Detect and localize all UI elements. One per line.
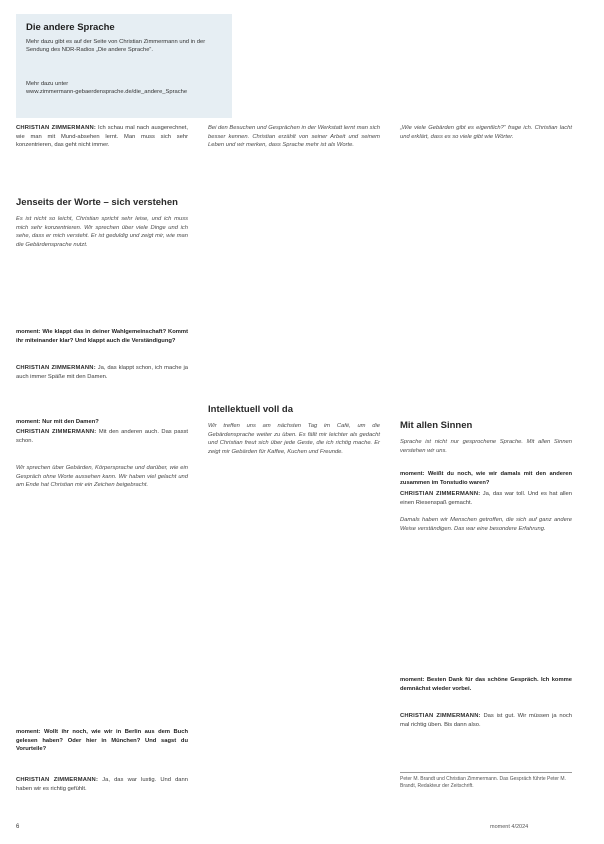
col1-question-2: moment: Nur mit den Damen?	[16, 419, 99, 425]
col1-answer-3	[16, 776, 188, 793]
info-box-link-label: Mehr dazu unter	[26, 81, 69, 87]
info-box	[16, 14, 232, 118]
page-number: 6	[16, 824, 20, 830]
col1-paragraph-2	[16, 464, 188, 490]
col2-paragraph-2-text: Wir treffen uns am nächsten Tag im Café, um die Gebärdensprache weiter zu üben. Es fällt mir leichter als gedacht und Christian freut sich über jede Geste, die ich richtig mache. Er zeigt mir Gebärden für Kaffee, Kuchen und Freunde.	[208, 423, 380, 455]
col3-answer-1-text: Ja, das war toll. Und es hat allen einen Riesenspaß gemacht.	[400, 491, 572, 506]
col2-paragraph-text: Bei den Besuchen und Gesprächen in der Werkstatt lernt man sich besser kennen. Christian erzählt von seiner Arbeit und seinem Leben und wir merken, dass Sprache mehr ist als Worte.	[208, 125, 380, 149]
col1-heading: Jenseits der Worte – sich verstehen	[16, 197, 178, 208]
col2-heading: Intellektuell voll da	[208, 404, 293, 415]
footer-publication: moment 4/2024	[490, 824, 529, 830]
col1-answer-2	[16, 428, 188, 445]
col1-answer-2-speaker: CHRISTIAN ZIMMERMANN:	[16, 429, 97, 435]
col1-answer-3-text: Ja, das war lustig. Und dann haben wir es richtig gefühlt.	[16, 777, 188, 792]
col1-answer-1-text: Ja, das klappt schon, ich mache ja auch immer Späße mit den Damen.	[16, 365, 188, 380]
col1-answer-2-text: Mit den anderen auch. Das passt schon.	[16, 429, 188, 444]
col3-heading: Mit allen Sinnen	[400, 420, 473, 431]
col3-paragraph	[400, 438, 572, 455]
col1-intro	[16, 124, 188, 150]
col3-answer-2-speaker: CHRISTIAN ZIMMERMANN:	[400, 713, 481, 719]
col3-paragraph-text: Sprache ist nicht nur gesprochene Sprache. Mit allen Sinnen verstehen wir uns.	[400, 439, 572, 454]
col2-paragraph-2	[208, 422, 380, 456]
info-box-title: Die andere Sprache	[26, 22, 115, 33]
col1-question-1: moment: Wie klappt das in deiner Wahlgemeinschaft? Kommt ihr miteinander klar? Und klappt auch die Verständigung?	[16, 329, 188, 344]
photo-caption: Peter M. Brandt und Christian Zimmermann. Das Gespräch führte Peter M. Brandt, Redakteur der Zeitschrift.	[400, 772, 572, 790]
col3-quote-text: „Wie viele Gebärden gibt es eigentlich?“ frage ich. Christian lacht und erklärt, dass es so viele gibt wie Wörter.	[400, 125, 572, 140]
col1-answer-1	[16, 364, 188, 381]
col3-quote	[400, 124, 572, 141]
col1-paragraph-text: Es ist nicht so leicht, Christian spricht sehr leise, und ich muss mich sehr konzentrieren. Wir sprechen über viele Dinge und ich sehe, dass er mich versteht. Er ist geduldig und zeigt mir, wie man die Gebärdensprache nutzt.	[16, 216, 188, 248]
col1-paragraph	[16, 215, 188, 249]
col1-answer-1-speaker: CHRISTIAN ZIMMERMANN:	[16, 365, 96, 371]
col3-paragraph-2	[400, 516, 572, 533]
col3-question-1: moment: Weißt du noch, wie wir damals mit den anderen zusammen im Tonstudio waren?	[400, 471, 572, 486]
col3-question-2: moment: Besten Dank für das schöne Gespräch. Ich komme demnächst wieder vorbei.	[400, 677, 572, 692]
info-box-link-block	[26, 80, 226, 96]
col3-answer-2	[400, 712, 572, 729]
col3-answer-1-speaker: CHRISTIAN ZIMMERMANN:	[400, 491, 481, 497]
col1-answer-3-speaker: CHRISTIAN ZIMMERMANN:	[16, 777, 99, 783]
col3-answer-2-text: Das ist gut. Wir müssen ja noch mal richtig üben. Bis dann also.	[400, 713, 572, 728]
col1-paragraph-2-text: Wir sprechen über Gebärden, Körpersprache und darüber, wie ein Gespräch ohne Worte aussehen kann. Wir haben viel gelacht und am Ende hat Christian mir ein Zeichen beigebracht.	[16, 465, 188, 489]
col2-paragraph	[208, 124, 380, 150]
col3-paragraph-2-text: Damals haben wir Menschen getroffen, die sich auf ganz andere Weise verständigen. Das war eine besondere Erfahrung.	[400, 517, 572, 532]
col1-intro-speaker: CHRISTIAN ZIMMERMANN:	[16, 125, 96, 131]
info-box-link[interactable]: www.zimmermann-gebaerdensprache.de/die_andere_Sprache	[26, 89, 188, 95]
col1-intro-text: Ich schau mal nach ausgerechnet, wie man mit Mund-absehen lernt. Man muss sich sehr konzentrieren, das geht nicht immer.	[16, 125, 188, 149]
info-box-body: Mehr dazu gibt es auf der Seite von Christian Zimmermann und in der Sendung des NDR-Radios „Die andere Sprache“.	[26, 39, 206, 53]
col3-answer-1	[400, 490, 572, 507]
col1-question-3: moment: Wollt ihr noch, wie wir in Berlin aus dem Buch gelesen haben? Oder hier in München? Und sagst du Vorurteile?	[16, 729, 188, 753]
